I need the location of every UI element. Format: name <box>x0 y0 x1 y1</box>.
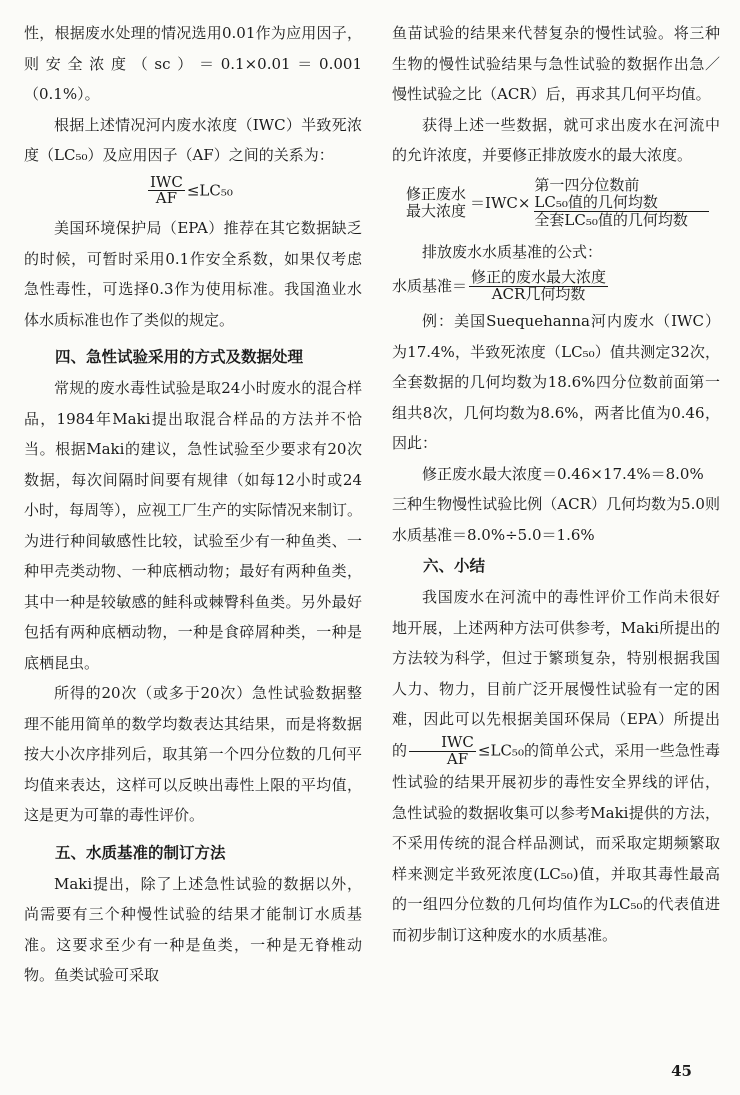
equation-water-quality-criterion <box>392 268 720 307</box>
fraction-denominator: AF <box>446 749 469 768</box>
right-equation-example: 修正废水最大浓度＝0.46×17.4%＝8.0% <box>422 464 704 483</box>
equation-numerator-top: 第一四分位数前 <box>534 175 640 194</box>
equation-lhs: 水质基准＝ <box>392 277 468 295</box>
section-heading-5: 五、水质基准的制订方法 <box>55 842 226 862</box>
fraction-numerator: IWC <box>409 735 476 752</box>
formula-rest: ≤LC₅₀ <box>186 180 233 199</box>
left-paragraph-4: 常规的废水毒性试验是取24小时废水的混合样品，1984年Maki提出取混合样品的方法并不恰当。根据Maki的建议，急性试验至少要求有20次数据，每次间隔时间要有规律（如每12小时或24小时，每周等），应视工厂生产的实际情况来制订。为进行种间敏感性比较，试验至少有一种鱼类、一种甲壳类动物、一种底栖动物；最好有两种鱼类，其中一种是较敏感的鲑科或棘臀科鱼类。另外最好包括有两种底栖动物，一种是食碎屑种类，一种是底栖昆虫。 <box>24 379 362 672</box>
right-paragraph-6-part-b: ≤LC₅₀的简单公式，采用一些急性毒性试验的结果开展初步的毒性安全界线的评估，急性试验的数据收集可以参考Maki提供的方法，不采用传统的混合样品测试，而采取定期频繁取样来测定半致死浓度(LC₅₀)值，并取其毒性最高的一组四分位数的几何均值作为LC₅₀的代表值进而初步制订这种废水的水质基准。 <box>392 741 720 944</box>
left-column <box>24 18 362 991</box>
fraction-numerator: 修正的废水最大浓度 <box>471 267 607 286</box>
formula-iwc-af <box>24 171 362 214</box>
equation-lhs <box>406 186 466 219</box>
right-paragraph-6-part-a: 我国废水在河流中的毒性评价工作尚未很好地开展，上述两种方法可供参考，Maki所提出的方法较为科学，但过于繁琐复杂，特别根据我国人力、物力，目前广泛开展慢性试验有一定的困难，因此可以先根据美国环保局（EPA）所提出的 <box>392 588 720 759</box>
equation-lhs-line-2: 最大浓度 <box>406 201 467 220</box>
fraction-denominator: AF <box>155 189 178 208</box>
fraction <box>409 732 476 768</box>
fraction-numerator: IWC <box>150 172 183 191</box>
equation-numerator: LC₅₀值的几何均数 <box>534 194 709 212</box>
left-paragraph-6: Maki提出，除了上述急性试验的数据以外，尚需要有三个种慢性试验的结果才能制订水质基准。这要求至少有一种是鱼类，一种是无脊椎动物。鱼类试验可采取 <box>24 874 362 984</box>
equation-corrected-max-concentration <box>406 177 720 230</box>
equation-operator: ＝IWC× <box>470 194 531 213</box>
right-paragraph-4: 例：美国Suequehanna河内废水（IWC）为17.4%，半致死浓度（LC₅₀）值共测定32次，全套数据的几何均数为18.6%四分位数前面第一组共8次，几何均数为8.6%，两者比值为0.46，因此： <box>392 312 720 453</box>
right-paragraph-1: 鱼苗试验的结果来代替复杂的慢性试验。将三种生物的慢性试验结果与急性试验的数据作出急／慢性试验之比（ACR）后，再求其几何平均值。 <box>392 24 720 103</box>
left-paragraph-3: 美国环境保护局（EPA）推荐在其它数据缺乏的时候，可暂时采用0.1作安全系数，如果仅考虑急性毒性，可选择0.3作为使用标准。我国渔业水体水质标准也作了类似的规定。 <box>24 219 362 329</box>
fraction <box>469 267 608 303</box>
section-heading-4: 四、急性试验采用的方式及数据处理 <box>55 347 304 366</box>
right-paragraph-3: 排放废水水质基准的公式： <box>422 243 603 262</box>
fraction-denominator: ACR几何均数 <box>491 284 586 303</box>
right-column <box>392 18 720 950</box>
page-number: 45 <box>671 1062 692 1080</box>
left-paragraph-5: 所得的20次（或多于20次）急性试验数据整理不能用简单的数学均数表达其结果，而是将数据按大小次序排列后，取其第一个四分位数的几何平均值来表达，这样可以反映出毒性上限的平均值，这是更为可靠的毒性评价。 <box>24 684 362 824</box>
section-heading-6: 六、小结 <box>423 556 486 576</box>
right-paragraph-2: 获得上述一些数据，就可求出废水在河流中的允许浓度，并要修正排放废水的最大浓度。 <box>392 115 720 164</box>
right-paragraph-6 <box>392 582 720 950</box>
left-paragraph-1: 性，根据废水处理的情况选用0.01作为应用因子，则安全浓度（sc）＝0.1×0.01＝0.001（0.1%）。 <box>24 24 362 103</box>
equation-denominator: 全套LC₅₀值的几何均数 <box>534 211 688 229</box>
fraction <box>148 172 185 208</box>
left-paragraph-2: 根据上述情况河内废水浓度（IWC）半致死浓度（LC₅₀）及应用因子（AF）之间的关系为： <box>24 115 362 164</box>
right-paragraph-5: 三种生物慢性试验比例（ACR）几何均数为5.0则水质基准＝8.0%÷5.0＝1.6% <box>392 495 720 544</box>
equation-fraction <box>534 177 709 230</box>
equation-lhs-line-1: 修正废水 <box>406 185 467 204</box>
